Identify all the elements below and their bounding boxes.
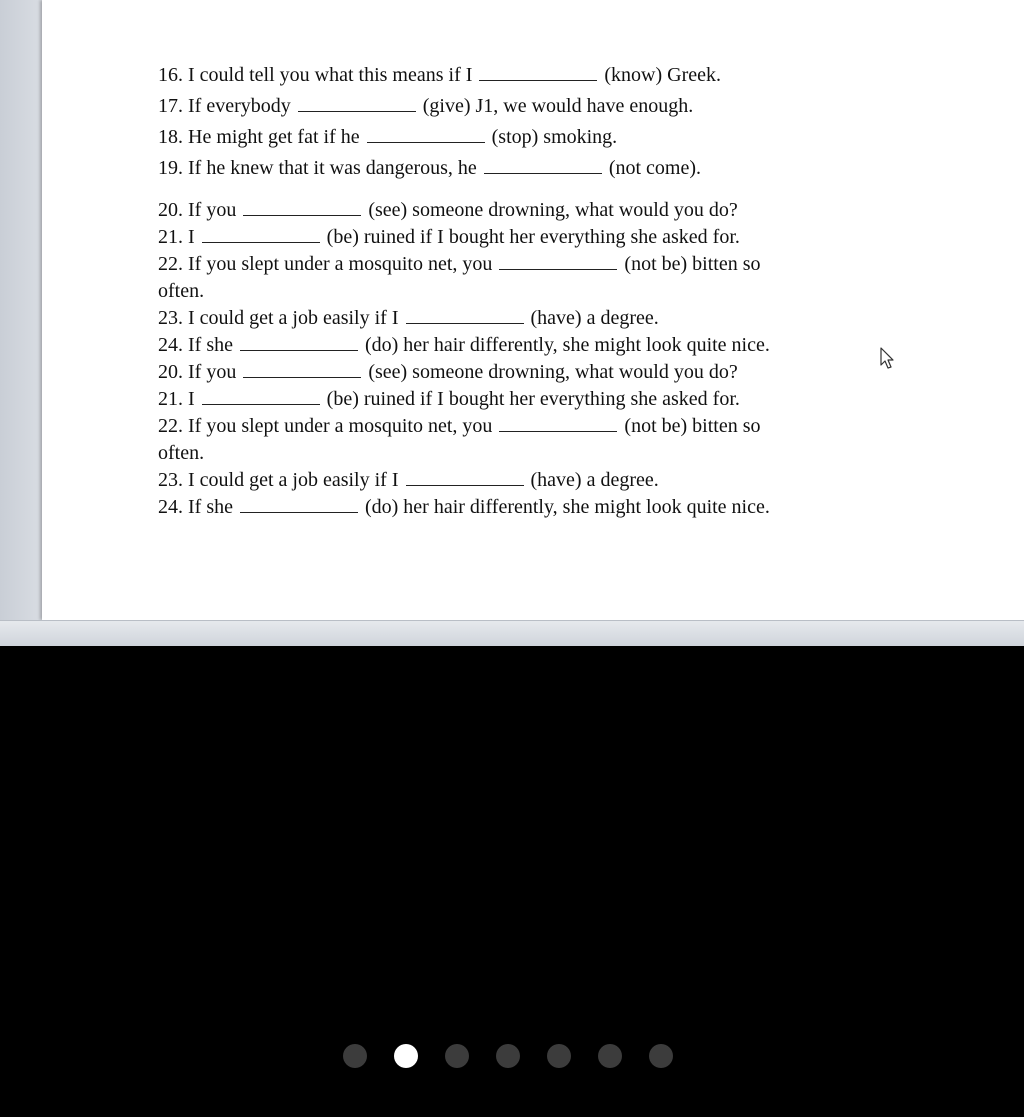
exercise-number: 22.: [158, 253, 183, 275]
exercise-item: [158, 386, 898, 413]
exercise-text-after: (have) a degree.: [530, 307, 659, 329]
answer-blank: [406, 467, 524, 486]
exercise-text-before: I could get a job easily if I: [183, 469, 399, 491]
answer-blank: [406, 305, 524, 324]
exercise-text-after: (do) her hair differently, she might look quite nice.: [364, 496, 770, 518]
exercise-number: 22.: [158, 415, 183, 437]
pagination-dot[interactable]: [445, 1044, 469, 1068]
exercise-continuation: often.: [158, 280, 205, 302]
exercise-text-before: If you slept under a mosquito net, you: [183, 253, 493, 275]
answer-blank: [298, 93, 416, 112]
answer-blank: [479, 62, 597, 81]
exercise-text-before: If he knew that it was dangerous, he: [183, 157, 477, 179]
exercise-text-before: If you slept under a mosquito net, you: [183, 415, 493, 437]
exercise-text-before: He might get fat if he: [183, 126, 360, 148]
exercise-item: [158, 251, 898, 278]
exercise-number: 18.: [158, 126, 183, 148]
exercise-item: [158, 93, 898, 120]
exercise-text-after: (know) Greek.: [604, 64, 722, 86]
exercise-item: [158, 224, 898, 251]
exercise-number: 20.: [158, 199, 183, 221]
exercise-text-before: I: [183, 226, 195, 248]
pagination-dot[interactable]: [598, 1044, 622, 1068]
pagination-dot[interactable]: [343, 1044, 367, 1068]
pagination-dots: [343, 1044, 673, 1068]
exercise-text-after: (not be) bitten so: [624, 415, 761, 437]
exercise-item: [158, 305, 898, 332]
exercise-item: [158, 413, 898, 440]
answer-blank: [202, 224, 320, 243]
exercise-number: 20.: [158, 361, 183, 383]
exercise-item: [158, 494, 898, 521]
exercise-text-before: If everybody: [183, 95, 291, 117]
mouse-pointer-icon: [880, 347, 896, 371]
exercise-text-after: (have) a degree.: [530, 469, 659, 491]
exercise-number: 23.: [158, 307, 183, 329]
exercise-list: [158, 62, 898, 521]
left-gutter: [0, 0, 40, 620]
exercise-text-after: (stop) smoking.: [491, 126, 618, 148]
answer-blank: [240, 332, 358, 351]
exercise-number: 21.: [158, 388, 183, 410]
exercise-text-before: I could get a job easily if I: [183, 307, 399, 329]
answer-blank: [484, 155, 602, 174]
exercise-text-after: (be) ruined if I bought her everything she asked for.: [326, 388, 740, 410]
exercise-number: 19.: [158, 157, 183, 179]
exercise-item: [158, 62, 898, 89]
answer-blank: [243, 359, 361, 378]
exercise-item: [158, 155, 898, 182]
exercise-text-after: (see) someone drowning, what would you do?: [368, 361, 738, 383]
exercise-number: 17.: [158, 95, 183, 117]
answer-blank: [499, 413, 617, 432]
exercise-number: 16.: [158, 64, 183, 86]
exercise-text-before: If you: [183, 199, 237, 221]
exercise-text-after: (not be) bitten so: [624, 253, 761, 275]
exercise-number: 21.: [158, 226, 183, 248]
exercise-number: 23.: [158, 469, 183, 491]
exercise-item: [158, 197, 898, 224]
pagination-dot[interactable]: [394, 1044, 418, 1068]
answer-blank: [367, 124, 485, 143]
exercise-item: [158, 124, 898, 151]
pagination-dot[interactable]: [649, 1044, 673, 1068]
exercise-text-before: If she: [183, 496, 233, 518]
pagination-dot[interactable]: [496, 1044, 520, 1068]
exercise-text-after: (give) J1, we would have enough.: [422, 95, 694, 117]
exercise-number: 24.: [158, 496, 183, 518]
exercise-continuation: often.: [158, 442, 205, 464]
exercise-text-after: (see) someone drowning, what would you do?: [368, 199, 738, 221]
exercise-text-before: I could tell you what this means if I: [183, 64, 473, 86]
exercise-item: [158, 332, 898, 359]
pagination-dot[interactable]: [547, 1044, 571, 1068]
answer-blank: [499, 251, 617, 270]
answer-blank: [240, 494, 358, 513]
answer-blank: [202, 386, 320, 405]
exercise-item: [158, 359, 898, 386]
exercise-item: [158, 467, 898, 494]
exercise-text-after: (not come).: [608, 157, 701, 179]
exercise-text-before: If she: [183, 334, 233, 356]
exercise-number: 24.: [158, 334, 183, 356]
answer-blank: [243, 197, 361, 216]
exercise-text-after: (be) ruined if I bought her everything she asked for.: [326, 226, 740, 248]
exercise-text-before: I: [183, 388, 195, 410]
exercise-text-before: If you: [183, 361, 237, 383]
exercise-text-after: (do) her hair differently, she might look quite nice.: [364, 334, 770, 356]
window-bottom-edge: [0, 620, 1024, 646]
